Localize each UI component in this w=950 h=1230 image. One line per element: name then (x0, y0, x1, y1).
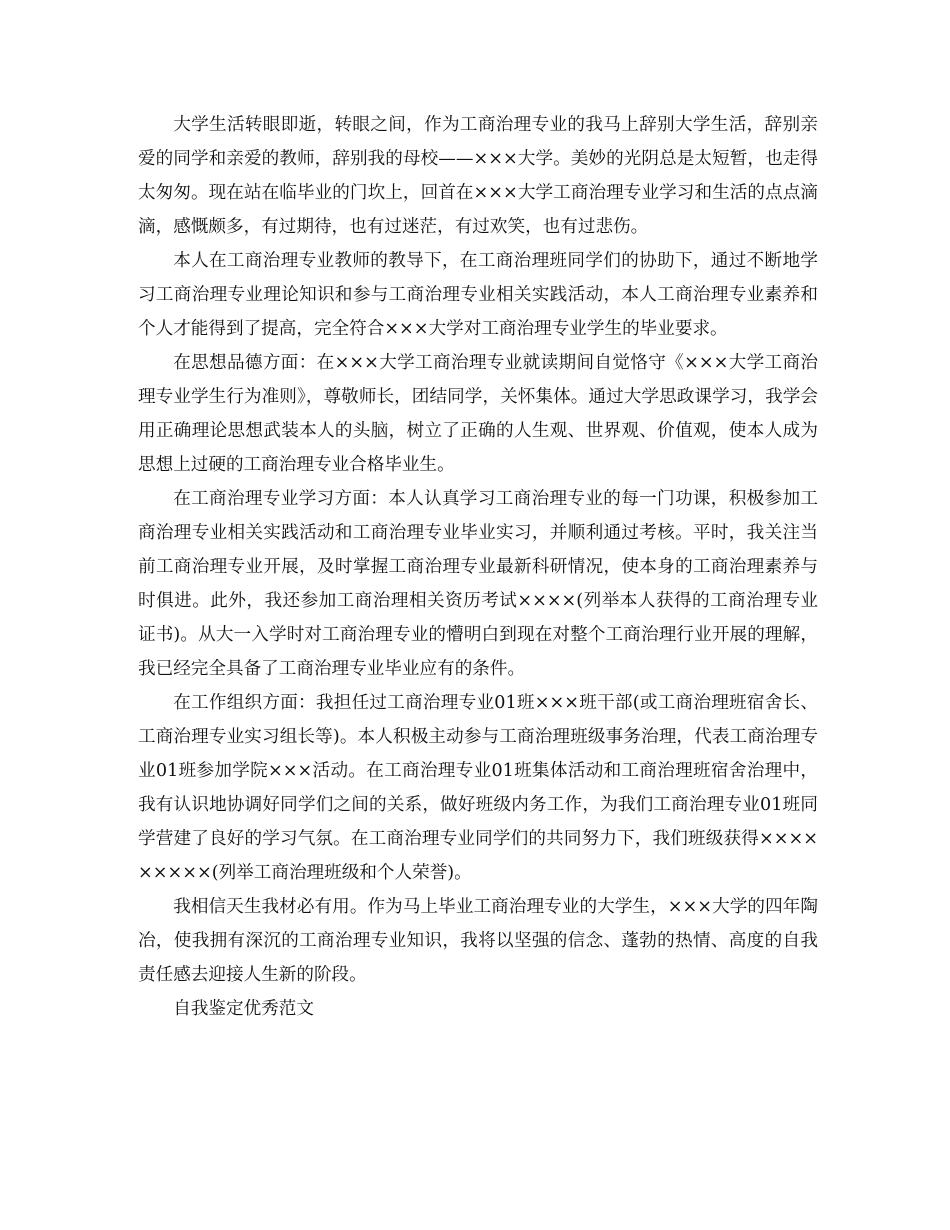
document-body (138, 108, 818, 1026)
paragraph-conclusion: 我相信天生我材必有用。作为马上毕业工商治理专业的大学生，×××大学的四年陶冶，使我拥有深沉的工商治理专业知识，我将以坚强的信念、蓬勃的热情、高度的自我责任感去迎接人生新的阶段。 (138, 897, 818, 985)
paragraph-work: 在工作组织方面：我担任过工商治理专业01班×××班干部(或工商治理班宿舍长、工商治理专业实习组长等)。本人积极主动参与工商治理班级事务治理，代表工商治理专业01班参加学院×××活动。在工商治理专业01班集体活动和工商治理班宿舍治理中，我有认识地协调好同学们之间的关系，做好班级内务工作，为我们工商治理专业01班同学营建了良好的学习气氛。在工商治理专业同学们的共同努力下，我们班级获得×××××××××(列举工商治理班级和个人荣誉)。 (138, 693, 818, 883)
paragraph-footer-title: 自我鉴定优秀范文 (173, 999, 314, 1019)
paragraph-intro: 大学生活转眼即逝，转眼之间，作为工商治理专业的我马上辞别大学生活，辞别亲爱的同学和亲爱的教师，辞别我的母校——×××大学。美妙的光阴总是太短暂，也走得太匆匆。现在站在临毕业的门坎上，回首在×××大学工商治理专业学习和生活的点点滴滴，感慨颇多，有过期待，也有过迷茫，有过欢笑，也有过悲伤。 (138, 115, 818, 237)
paragraph-moral: 在思想品德方面：在×××大学工商治理专业就读期间自觉恪守《×××大学工商治理专业学生行为准则》，尊敬师长，团结同学，关怀集体。通过大学思政课学习，我学会用正确理论思想武装本人的头脑，树立了正确的人生观、世界观、价值观，使本人成为思想上过硬的工商治理专业合格毕业生。 (138, 353, 818, 475)
paragraph-summary: 本人在工商治理专业教师的教导下，在工商治理班同学们的协助下，通过不断地学习工商治理专业理论知识和参与工商治理专业相关实践活动，本人工商治理专业素养和个人才能得到了提高，完全符合×××大学对工商治理专业学生的毕业要求。 (138, 251, 818, 339)
paragraph-study: 在工商治理专业学习方面：本人认真学习工商治理专业的每一门功课，积极参加工商治理专业相关实践活动和工商治理专业毕业实习，并顺利通过考核。平时，我关注当前工商治理专业开展，及时掌握工商治理专业最新科研情况，使本身的工商治理素养与时俱进。此外，我还参加工商治理相关资历考试××××(列举本人获得的工商治理专业证书)。从大一入学时对工商治理专业的懵明白到现在对整个工商治理行业开展的理解，我已经完全具备了工商治理专业毕业应有的条件。 (138, 489, 818, 679)
